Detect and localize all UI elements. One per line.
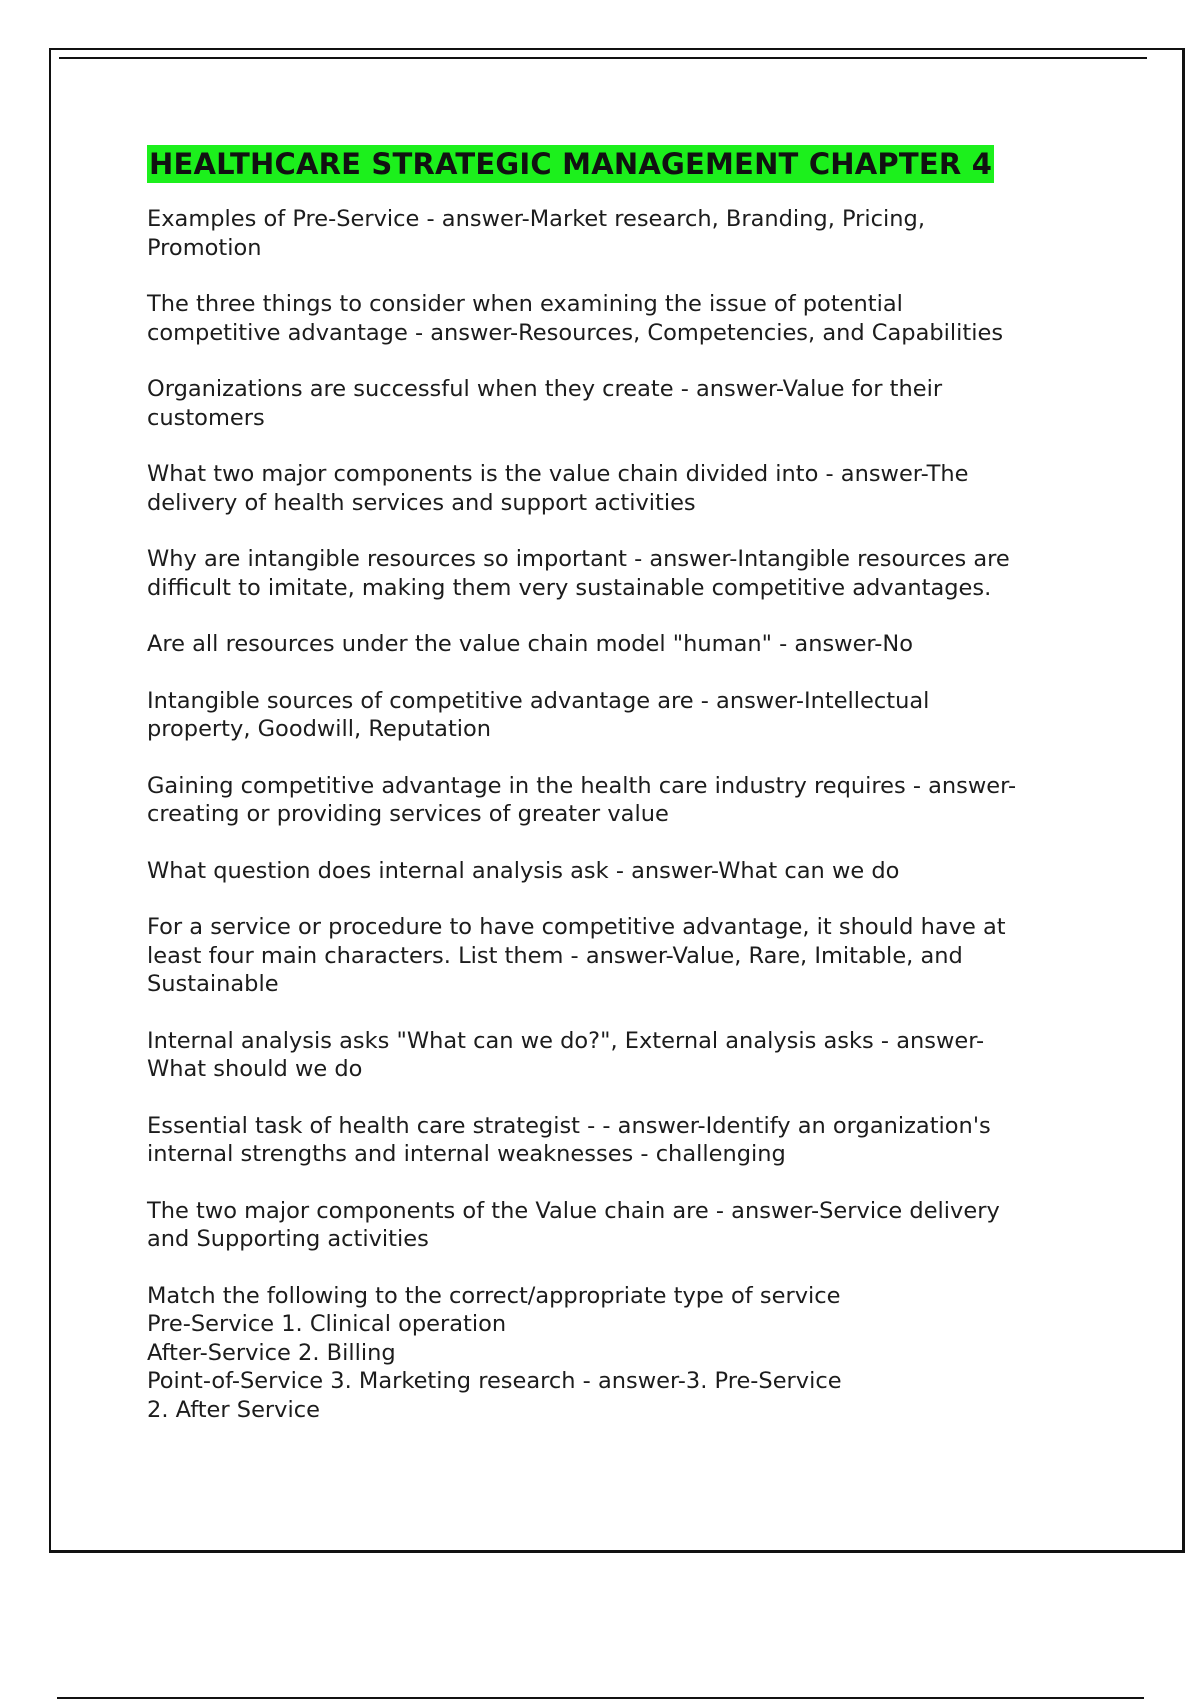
qa-entry: What question does internal analysis ask - answer-What can we do <box>147 857 900 884</box>
qa-entry: Match the following to the correct/appropriate type of service Pre-Service 1. Clinical operation After-Service 2. Billing Point-of-Service 3. Marketing research - answer-3. Pre-Service 2. After Service <box>147 1282 842 1423</box>
qa-entry: The two major components of the Value chain are - answer-Service delivery and Supporting activities <box>147 1197 1000 1252</box>
top-rule <box>59 57 1147 59</box>
document-body <box>147 145 1097 1452</box>
bottom-rule <box>57 1697 1144 1699</box>
qa-entry: Intangible sources of competitive advantage are - answer-Intellectual property, Goodwill, Reputation <box>147 687 930 742</box>
qa-entry: Organizations are successful when they create - answer-Value for their customers <box>147 376 943 431</box>
qa-entry: Examples of Pre-Service - answer-Market research, Branding, Pricing, Promotion <box>147 206 925 261</box>
document-title: HEALTHCARE STRATEGIC MANAGEMENT CHAPTER 4 <box>149 147 993 181</box>
qa-entry: The three things to consider when examining the issue of potential competitive advantage - answer-Resources, Competencies, and Capabilities <box>147 291 1004 346</box>
qa-list <box>147 205 1097 1424</box>
qa-entry: Gaining competitive advantage in the health care industry requires - answer- creating or providing services of greater value <box>147 772 1017 827</box>
qa-entry: Why are intangible resources so important - answer-Intangible resources are difficult to imitate, making them very sustainable competitive advantages. <box>147 546 1010 601</box>
qa-entry: Internal analysis asks "What can we do?", External analysis asks - answer- What should we do <box>147 1027 985 1082</box>
qa-entry: Are all resources under the value chain model "human" - answer-No <box>147 631 913 657</box>
qa-entry: What two major components is the value chain divided into - answer-The delivery of health services and support activities <box>147 461 969 516</box>
qa-entry: Essential task of health care strategist - - answer-Identify an organization's internal strengths and internal weaknesses - challenging <box>147 1112 991 1167</box>
qa-entry: For a service or procedure to have competitive advantage, it should have at least four main characters. List them - answer-Value, Rare, Imitable, and Sustainable <box>147 914 1006 997</box>
document-page <box>49 48 1185 1553</box>
